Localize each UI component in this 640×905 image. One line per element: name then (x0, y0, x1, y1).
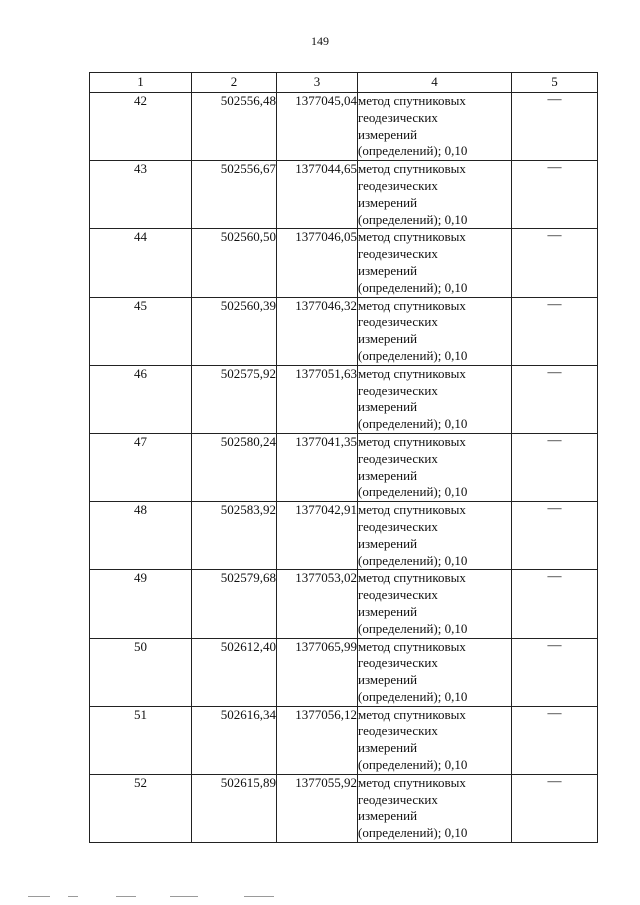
x-coordinate-cell: 502560,50 (192, 229, 277, 297)
method-line: геодезических (358, 791, 438, 807)
x-coordinate-cell: 502579,68 (192, 570, 277, 638)
point-number-cell: 42 (90, 93, 192, 161)
method-cell (358, 161, 512, 229)
point-number-cell: 52 (90, 774, 192, 842)
method-cell (358, 433, 512, 501)
note-cell: — (512, 93, 598, 161)
method-line: (определений); 0,10 (358, 757, 468, 773)
method-line: (определений); 0,10 (358, 279, 468, 295)
table-row (90, 229, 598, 297)
method-line: (определений); 0,10 (358, 484, 468, 500)
method-line: (определений); 0,10 (358, 143, 468, 159)
method-line: геодезических (358, 177, 438, 193)
method-line: измерений (358, 740, 418, 756)
column-header-1: 1 (90, 73, 192, 93)
table-row (90, 706, 598, 774)
note-cell: — (512, 297, 598, 365)
table-row (90, 638, 598, 706)
table-row (90, 774, 598, 842)
method-line: метод спутниковых (358, 774, 466, 790)
table-row (90, 297, 598, 365)
method-line: метод спутниковых (358, 229, 466, 245)
method-cell (358, 774, 512, 842)
method-line: геодезических (358, 382, 438, 398)
x-coordinate-cell: 502560,39 (192, 297, 277, 365)
y-coordinate-cell: 1377056,12 (277, 706, 358, 774)
point-number-cell: 51 (90, 706, 192, 774)
method-line: метод спутниковых (358, 570, 466, 586)
table-row (90, 93, 598, 161)
y-coordinate-cell: 1377042,91 (277, 502, 358, 570)
method-line: измерений (358, 399, 418, 415)
table-row (90, 502, 598, 570)
y-coordinate-cell: 1377055,92 (277, 774, 358, 842)
method-cell (358, 706, 512, 774)
note-cell: — (512, 161, 598, 229)
note-cell: — (512, 774, 598, 842)
method-line: геодезических (358, 518, 438, 534)
point-number-cell: 44 (90, 229, 192, 297)
method-line: метод спутниковых (358, 706, 466, 722)
coordinates-table (89, 72, 598, 843)
note-cell: — (512, 570, 598, 638)
point-number-cell: 50 (90, 638, 192, 706)
y-coordinate-cell: 1377046,05 (277, 229, 358, 297)
y-coordinate-cell: 1377044,65 (277, 161, 358, 229)
y-coordinate-cell: 1377053,02 (277, 570, 358, 638)
table-header-row (90, 73, 598, 93)
method-line: метод спутниковых (358, 433, 466, 449)
method-line: геодезических (358, 109, 438, 125)
column-header-4: 4 (358, 73, 512, 93)
note-cell: — (512, 638, 598, 706)
column-header-5: 5 (512, 73, 598, 93)
method-line: метод спутниковых (358, 93, 466, 108)
x-coordinate-cell: 502615,89 (192, 774, 277, 842)
method-line: метод спутниковых (358, 502, 466, 518)
table-row (90, 161, 598, 229)
table-row (90, 433, 598, 501)
method-line: геодезических (358, 587, 438, 603)
note-cell: — (512, 706, 598, 774)
method-line: измерений (358, 672, 418, 688)
method-line: измерений (358, 126, 418, 142)
method-line: геодезических (358, 723, 438, 739)
page-number: 149 (311, 34, 329, 48)
x-coordinate-cell: 502580,24 (192, 433, 277, 501)
method-line: (определений); 0,10 (358, 825, 468, 841)
method-line: (определений); 0,10 (358, 552, 468, 568)
method-line: измерений (358, 535, 418, 551)
point-number-cell: 46 (90, 365, 192, 433)
method-line: измерений (358, 331, 418, 347)
x-coordinate-cell: 502612,40 (192, 638, 277, 706)
x-coordinate-cell: 502556,67 (192, 161, 277, 229)
point-number-cell: 49 (90, 570, 192, 638)
method-line: измерений (358, 262, 418, 278)
method-line: метод спутниковых (358, 638, 466, 654)
column-header-3: 3 (277, 73, 358, 93)
point-number-cell: 48 (90, 502, 192, 570)
point-number-cell: 47 (90, 433, 192, 501)
note-cell: — (512, 502, 598, 570)
method-line: измерений (358, 194, 418, 210)
y-coordinate-cell: 1377046,32 (277, 297, 358, 365)
method-line: измерений (358, 467, 418, 483)
column-header-2: 2 (192, 73, 277, 93)
point-number-cell: 45 (90, 297, 192, 365)
x-coordinate-cell: 502556,48 (192, 93, 277, 161)
method-line: (определений); 0,10 (358, 347, 468, 363)
method-cell (358, 638, 512, 706)
table-row (90, 365, 598, 433)
x-coordinate-cell: 502616,34 (192, 706, 277, 774)
y-coordinate-cell: 1377041,35 (277, 433, 358, 501)
method-cell (358, 229, 512, 297)
note-cell: — (512, 433, 598, 501)
method-cell (358, 570, 512, 638)
scan-artifacts (20, 896, 620, 902)
x-coordinate-cell: 502575,92 (192, 365, 277, 433)
method-line: геодезических (358, 450, 438, 466)
table-row (90, 570, 598, 638)
note-cell: — (512, 365, 598, 433)
method-line: метод спутниковых (358, 365, 466, 381)
method-cell (358, 502, 512, 570)
method-line: геодезических (358, 655, 438, 671)
method-line: измерений (358, 808, 418, 824)
y-coordinate-cell: 1377045,04 (277, 93, 358, 161)
method-line: геодезических (358, 246, 438, 262)
method-cell (358, 365, 512, 433)
table-body (90, 93, 598, 843)
x-coordinate-cell: 502583,92 (192, 502, 277, 570)
y-coordinate-cell: 1377065,99 (277, 638, 358, 706)
y-coordinate-cell: 1377051,63 (277, 365, 358, 433)
method-cell (358, 297, 512, 365)
method-line: (определений); 0,10 (358, 688, 468, 704)
method-line: (определений); 0,10 (358, 416, 468, 432)
method-line: измерений (358, 603, 418, 619)
method-line: метод спутниковых (358, 161, 466, 177)
method-line: (определений); 0,10 (358, 211, 468, 227)
method-line: геодезических (358, 314, 438, 330)
method-line: метод спутниковых (358, 297, 466, 313)
point-number-cell: 43 (90, 161, 192, 229)
method-line: (определений); 0,10 (358, 620, 468, 636)
method-cell (358, 93, 512, 161)
note-cell: — (512, 229, 598, 297)
